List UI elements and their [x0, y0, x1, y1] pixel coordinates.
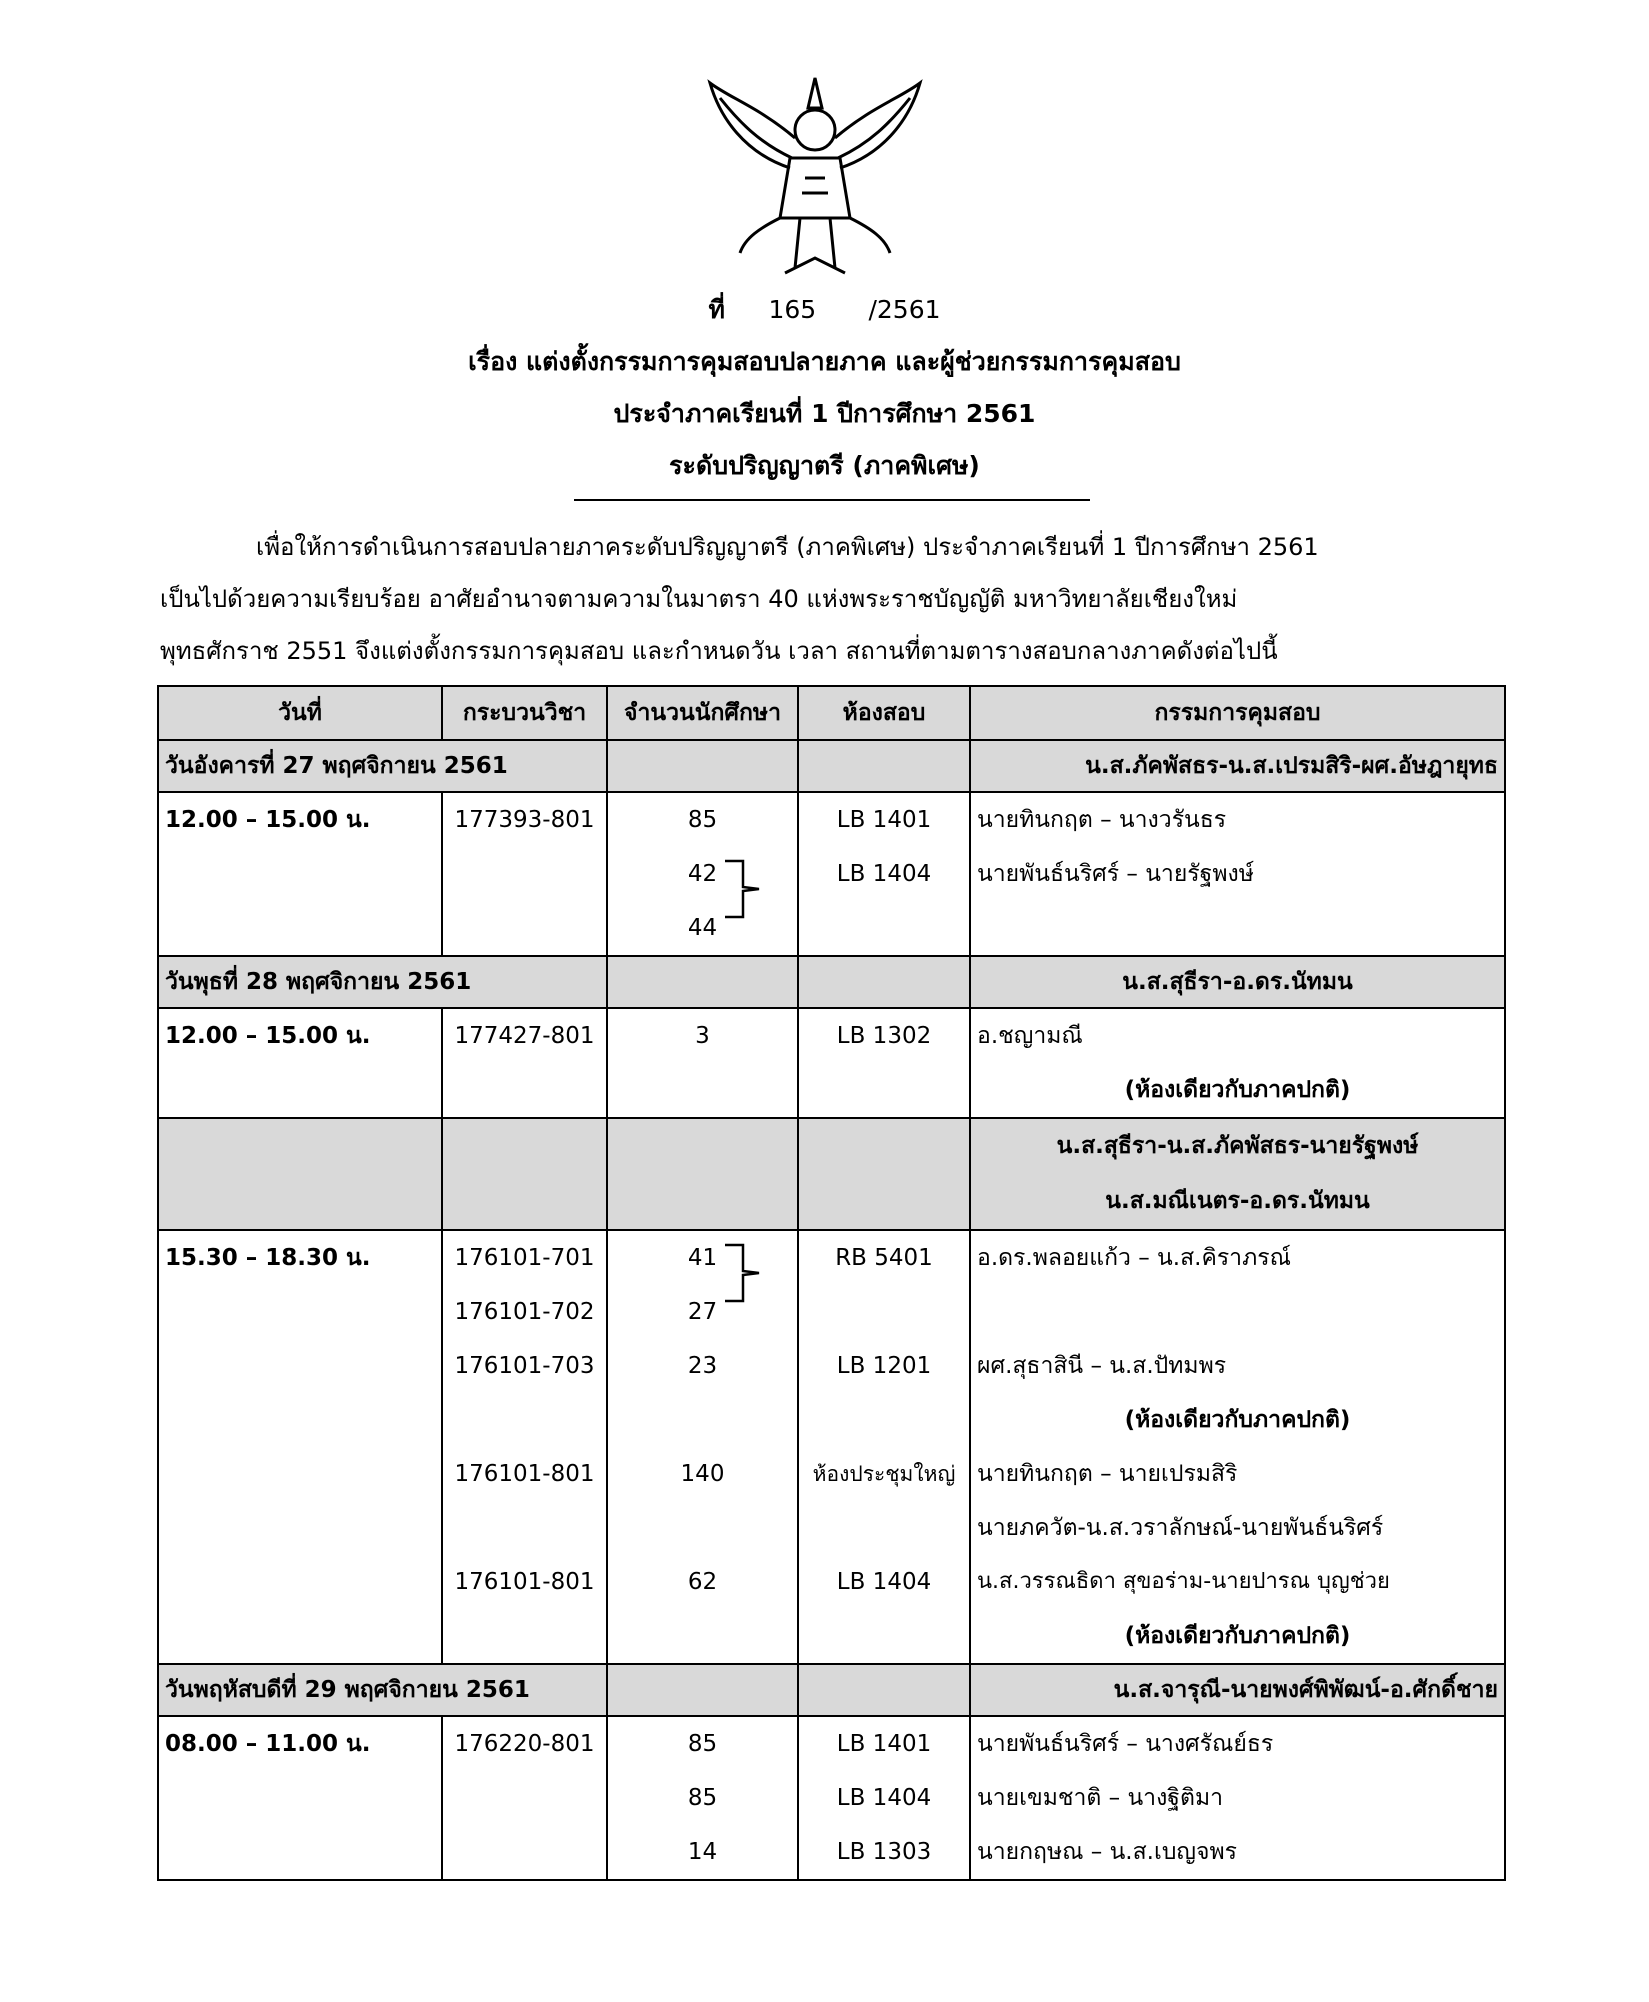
exam-schedule-table: [157, 685, 1506, 1881]
brace-icon: [723, 1243, 763, 1303]
table-row: [158, 1447, 1505, 1501]
garuda-emblem: [700, 68, 930, 282]
table-row: [158, 1230, 1505, 1285]
course-code: 176101-801: [442, 1555, 607, 1609]
room-note: (ห้องเดียวกับภาคปกติ): [970, 1063, 1505, 1118]
title-line-3: ระดับปริญญาตรี (ภาคพิเศษ): [669, 451, 980, 480]
header-committee: กรรมการคุมสอบ: [970, 686, 1505, 740]
table-row: [158, 1609, 1505, 1664]
exam-time: 15.30 – 18.30 น.: [158, 1230, 442, 1285]
exam-room: LB 1401: [798, 792, 970, 847]
exam-room: LB 1201: [798, 1339, 970, 1393]
student-count: 14: [607, 1825, 798, 1880]
exam-room: RB 5401: [798, 1230, 970, 1285]
exam-room: LB 1401: [798, 1716, 970, 1771]
header-students: จำนวนนักศึกษา: [607, 686, 798, 740]
proctors: นายทินกฤต – นางวรันธร: [970, 792, 1505, 847]
table-row: [158, 1825, 1505, 1880]
exam-time: 12.00 – 15.00 น.: [158, 1008, 442, 1063]
body-line-3: พุทธศักราช 2551 จึงแต่งตั้งกรรมการคุมสอบ และกำหนดวัน เวลา สถานที่ตามตารางสอบกลางภาคดังต่อไปนี้: [160, 637, 1278, 665]
document-number: [0, 290, 1649, 330]
doc-no: 165: [768, 295, 817, 324]
title-line-2: ประจำภาคเรียนที่ 1 ปีการศึกษา 2561: [613, 399, 1036, 428]
table-row: [158, 847, 1505, 901]
proctors: นายกฤษณ – น.ส.เบญจพร: [970, 1825, 1505, 1880]
group-row: [158, 1664, 1505, 1716]
exam-room: LB 1303: [798, 1825, 970, 1880]
student-count: 27: [607, 1285, 798, 1339]
proctors: นายพันธ์นริศร์ – นายรัฐพงษ์: [970, 847, 1505, 901]
course-code: 176101-702: [442, 1285, 607, 1339]
brace-icon: [723, 859, 763, 919]
group-row: [158, 740, 1505, 792]
exam-room: LB 1404: [798, 1771, 970, 1825]
exam-room: ห้องประชุมใหญ่: [798, 1447, 970, 1501]
committee-line-1: น.ส.สุธีรา-น.ส.ภัคพัสธร-นายรัฐพงษ์: [1056, 1133, 1419, 1159]
body-line-1: เพื่อให้การดำเนินการสอบปลายภาคระดับปริญญาตรี (ภาคพิเศษ) ประจำภาคเรียนที่ 1 ปีการศึกษา 2561: [256, 533, 1319, 561]
course-code: 176101-701: [442, 1230, 607, 1285]
course-code: 176101-801: [442, 1447, 607, 1501]
proctors: นายภควัต-น.ส.วราลักษณ์-นายพันธ์นริศร์: [970, 1501, 1505, 1555]
header-room: ห้องสอบ: [798, 686, 970, 740]
student-count: 85: [607, 1716, 798, 1771]
student-count: 41: [607, 1230, 798, 1285]
student-count: 23: [607, 1339, 798, 1393]
student-count: 42: [607, 847, 798, 901]
course-code: 177427-801: [442, 1008, 607, 1063]
course-code: 176101-703: [442, 1339, 607, 1393]
proctors: นายพันธ์นริศร์ – นางศรัณย์ธร: [970, 1716, 1505, 1771]
exam-room: LB 1302: [798, 1008, 970, 1063]
proctors: อ.ดร.พลอยแก้ว – น.ส.คิราภรณ์: [970, 1230, 1505, 1285]
header-date: วันที่: [158, 686, 442, 740]
table-row: [158, 1393, 1505, 1447]
student-count: 85: [607, 1771, 798, 1825]
table-row: [158, 1285, 1505, 1339]
group-date: วันพฤหัสบดีที่ 29 พฤศจิกายน 2561: [158, 1664, 607, 1716]
student-count: 44: [607, 901, 798, 956]
doc-year: /2561: [868, 295, 941, 324]
course-code: 176220-801: [442, 1716, 607, 1771]
body-line-2: เป็นไปด้วยความเรียบร้อย อาศัยอำนาจตามความในมาตรา 40 แห่งพระราชบัญญัติ มหาวิทยาลัยเชียงใหม่: [160, 585, 1238, 613]
course-code: 177393-801: [442, 792, 607, 847]
student-count: 3: [607, 1008, 798, 1063]
group-date: วันพุธที่ 28 พฤศจิกายน 2561: [158, 956, 607, 1008]
student-count: 62: [607, 1555, 798, 1609]
group-committee: น.ส.สุธีรา-อ.ดร.นัทมน: [970, 956, 1505, 1008]
table-row: [158, 1008, 1505, 1063]
group-row: [158, 956, 1505, 1008]
exam-time: 08.00 – 11.00 น.: [158, 1716, 442, 1771]
table-row: [158, 1555, 1505, 1609]
table-row: [158, 901, 1505, 956]
table-header-row: [158, 686, 1505, 740]
exam-room: LB 1404: [798, 847, 970, 901]
group-committee: น.ส.จารุณี-นายพงศ์พิพัฒน์-อ.ศักดิ์ชาย: [970, 1664, 1505, 1716]
student-count: 85: [607, 792, 798, 847]
doc-no-prefix: ที่: [708, 295, 725, 324]
proctors: ผศ.สุธาสินี – น.ส.ปัทมพร: [970, 1339, 1505, 1393]
proctors: น.ส.วรรณธิดา สุขอร่าม-นายปารณ บุญช่วย: [970, 1555, 1505, 1609]
group-row: [158, 1118, 1505, 1230]
header-course: กระบวนวิชา: [442, 686, 607, 740]
title-divider: [574, 499, 1090, 501]
table-row: [158, 1771, 1505, 1825]
proctors: อ.ชญามณี: [970, 1008, 1505, 1063]
student-count: 140: [607, 1447, 798, 1501]
room-note: (ห้องเดียวกับภาคปกติ): [970, 1609, 1505, 1664]
group-date: วันอังคารที่ 27 พฤศจิกายน 2561: [158, 740, 607, 792]
table-row: [158, 1716, 1505, 1771]
table-row: [158, 792, 1505, 847]
exam-time: 12.00 – 15.00 น.: [158, 792, 442, 847]
table-row: [158, 1063, 1505, 1118]
room-note: (ห้องเดียวกับภาคปกติ): [970, 1393, 1505, 1447]
group-committee: [970, 1118, 1505, 1230]
proctors: นายทินกฤต – นายเปรมสิริ: [970, 1447, 1505, 1501]
exam-room: LB 1404: [798, 1555, 970, 1609]
title-line-1: เรื่อง แต่งตั้งกรรมการคุมสอบปลายภาค และผู้ช่วยกรรมการคุมสอบ: [468, 347, 1181, 376]
table-row: [158, 1501, 1505, 1555]
proctors: นายเขมชาติ – นางฐิติมา: [970, 1771, 1505, 1825]
group-committee: น.ส.ภัคพัสธร-น.ส.เปรมสิริ-ผศ.อัษฎายุทธ: [970, 740, 1505, 792]
table-row: [158, 1339, 1505, 1393]
committee-line-2: น.ส.มณีเนตร-อ.ดร.นัทมน: [1105, 1188, 1370, 1214]
